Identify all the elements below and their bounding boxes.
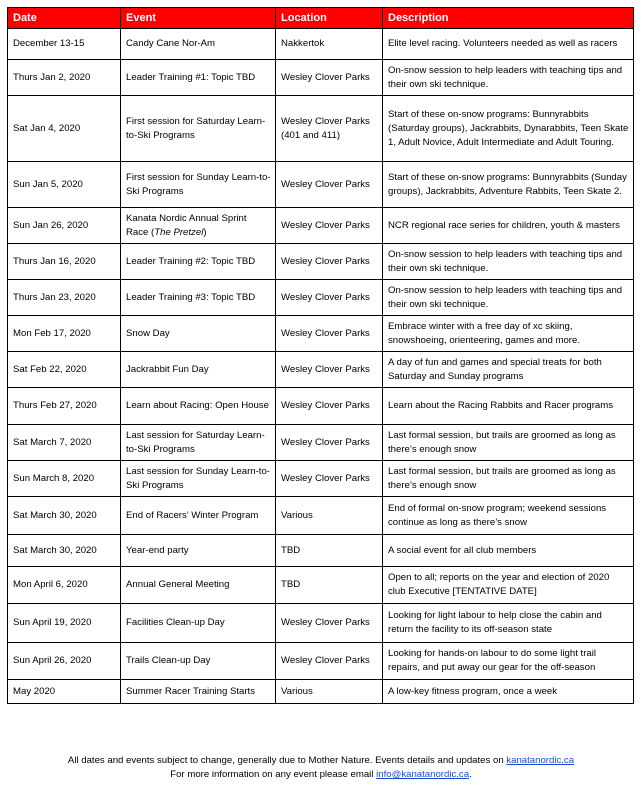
- cell-event-end: ): [203, 226, 207, 238]
- cell-date: Thurs Feb 27, 2020: [8, 388, 121, 425]
- cell-location: Wesley Clover Parks: [276, 604, 383, 643]
- cell-event: Learn about Racing: Open House: [121, 388, 276, 425]
- table-row: [8, 244, 634, 280]
- cell-location: Wesley Clover Parks: [276, 388, 383, 425]
- cell-description: NCR regional race series for children, youth & masters: [383, 208, 634, 244]
- cell-event: Leader Training #2: Topic TBD: [121, 244, 276, 280]
- cell-date: May 2020: [8, 680, 121, 704]
- cell-location: Wesley Clover Parks: [276, 461, 383, 497]
- email-link[interactable]: info@kanatanordic.ca: [376, 769, 470, 780]
- cell-description: A low-key fitness program, once a week: [383, 680, 634, 704]
- cell-date: Sun April 19, 2020: [8, 604, 121, 643]
- cell-description: Looking for hands-on labour to do some light trail repairs, and put away our gear for the off-season: [383, 643, 634, 680]
- cell-description: On-snow session to help leaders with teaching tips and their own ski technique.: [383, 244, 634, 280]
- website-link[interactable]: kanatanordic.ca: [506, 755, 575, 766]
- cell-event: First session for Sunday Learn-to-Ski Programs: [121, 162, 276, 208]
- table-row: [8, 29, 634, 60]
- table-row: [8, 388, 634, 425]
- cell-description: Start of these on-snow programs: Bunnyrabbits (Saturday groups), Jackrabbits, Dynarabbits, Teen Skate 1, Adult Novice, Adult Intermediate and Adult Touring.: [383, 96, 634, 162]
- cell-date: Sat March 30, 2020: [8, 535, 121, 567]
- header-location: Location: [276, 8, 383, 29]
- events-table: [7, 7, 634, 704]
- footer-line-2-end: .: [469, 769, 472, 780]
- cell-date: December 13-15: [8, 29, 121, 60]
- cell-description: Last formal session, but trails are groomed as long as there’s enough snow: [383, 425, 634, 461]
- header-row: [8, 8, 634, 29]
- cell-description: Learn about the Racing Rabbits and Racer programs: [383, 388, 634, 425]
- cell-event: Summer Racer Training Starts: [121, 680, 276, 704]
- cell-description: A social event for all club members: [383, 535, 634, 567]
- footer-line-1: [0, 754, 642, 768]
- cell-date: Mon April 6, 2020: [8, 567, 121, 604]
- cell-date: Sun April 26, 2020: [8, 643, 121, 680]
- cell-event: Facilities Clean-up Day: [121, 604, 276, 643]
- footer-line-2-text: For more information on any event please email: [170, 769, 377, 780]
- events-table-body: [8, 29, 634, 704]
- cell-event: Year-end party: [121, 535, 276, 567]
- table-row: [8, 604, 634, 643]
- cell-description: Looking for light labour to help close the cabin and return the facility to its off-season state: [383, 604, 634, 643]
- cell-event-text: Kanata Nordic Annual Sprint Race (: [126, 212, 247, 238]
- cell-event: End of Racers’ Winter Program: [121, 497, 276, 535]
- footer-note: [0, 754, 642, 782]
- cell-date: Mon Feb 17, 2020: [8, 316, 121, 352]
- table-row: [8, 680, 634, 704]
- header-description: Description: [383, 8, 634, 29]
- cell-description: Embrace winter with a free day of xc skiing, snowshoeing, orienteering, games and more.: [383, 316, 634, 352]
- cell-location: Various: [276, 497, 383, 535]
- header-event: Event: [121, 8, 276, 29]
- cell-date: Sat Feb 22, 2020: [8, 352, 121, 388]
- cell-date: Sat March 30, 2020: [8, 497, 121, 535]
- cell-location: Various: [276, 680, 383, 704]
- cell-event: Last session for Saturday Learn-to-Ski Programs: [121, 425, 276, 461]
- table-row: [8, 208, 634, 244]
- table-row: [8, 162, 634, 208]
- cell-location: Wesley Clover Parks: [276, 316, 383, 352]
- cell-date: Thurs Jan 16, 2020: [8, 244, 121, 280]
- cell-location: Wesley Clover Parks (401 and 411): [276, 96, 383, 162]
- table-row: [8, 643, 634, 680]
- cell-event: Leader Training #1: Topic TBD: [121, 60, 276, 96]
- cell-event: First session for Saturday Learn-to-Ski Programs: [121, 96, 276, 162]
- cell-event: Jackrabbit Fun Day: [121, 352, 276, 388]
- cell-date: Thurs Jan 2, 2020: [8, 60, 121, 96]
- cell-date: Sun Jan 26, 2020: [8, 208, 121, 244]
- cell-location: TBD: [276, 567, 383, 604]
- table-row: [8, 567, 634, 604]
- cell-event: Snow Day: [121, 316, 276, 352]
- cell-location: Wesley Clover Parks: [276, 208, 383, 244]
- table-row: [8, 96, 634, 162]
- cell-location: Nakkertok: [276, 29, 383, 60]
- cell-description: Open to all; reports on the year and election of 2020 club Executive [TENTATIVE DATE]: [383, 567, 634, 604]
- cell-description: Last formal session, but trails are groomed as long as there’s enough snow: [383, 461, 634, 497]
- cell-event-emphasis: The Pretzel: [154, 226, 204, 238]
- table-row: [8, 535, 634, 567]
- table-row: [8, 461, 634, 497]
- cell-location: TBD: [276, 535, 383, 567]
- cell-event: Annual General Meeting: [121, 567, 276, 604]
- cell-description: A day of fun and games and special treats for both Saturday and Sunday programs: [383, 352, 634, 388]
- cell-description: Start of these on-snow programs: Bunnyrabbits (Sunday groups), Jackrabbits, Adventure Rabbits, Teen Skate 2.: [383, 162, 634, 208]
- cell-location: Wesley Clover Parks: [276, 643, 383, 680]
- table-row: [8, 316, 634, 352]
- cell-event: Candy Cane Nor-Am: [121, 29, 276, 60]
- footer-line-1-text: All dates and events subject to change, generally due to Mother Nature. Events details and updates on: [67, 755, 507, 766]
- cell-event: Leader Training #3: Topic TBD: [121, 280, 276, 316]
- cell-date: Sun Jan 5, 2020: [8, 162, 121, 208]
- cell-description: End of formal on-snow program; weekend sessions continue as long as there’s snow: [383, 497, 634, 535]
- cell-location: Wesley Clover Parks: [276, 280, 383, 316]
- cell-event: Last session for Sunday Learn-to-Ski Programs: [121, 461, 276, 497]
- cell-location: Wesley Clover Parks: [276, 244, 383, 280]
- cell-date: Sun March 8, 2020: [8, 461, 121, 497]
- table-row: [8, 352, 634, 388]
- cell-description: Elite level racing. Volunteers needed as well as racers: [383, 29, 634, 60]
- cell-date: Thurs Jan 23, 2020: [8, 280, 121, 316]
- table-row: [8, 425, 634, 461]
- table-row: [8, 60, 634, 96]
- cell-date: Sat Jan 4, 2020: [8, 96, 121, 162]
- footer-line-2: [0, 768, 642, 782]
- cell-event: Trails Clean-up Day: [121, 643, 276, 680]
- cell-location: Wesley Clover Parks: [276, 352, 383, 388]
- header-date: Date: [8, 8, 121, 29]
- cell-date: Sat March 7, 2020: [8, 425, 121, 461]
- cell-description: On-snow session to help leaders with teaching tips and their own ski technique.: [383, 60, 634, 96]
- cell-location: Wesley Clover Parks: [276, 425, 383, 461]
- cell-description: On-snow session to help leaders with teaching tips and their own ski technique.: [383, 280, 634, 316]
- table-row: [8, 497, 634, 535]
- cell-event: [121, 208, 276, 244]
- table-row: [8, 280, 634, 316]
- cell-location: Wesley Clover Parks: [276, 162, 383, 208]
- cell-location: Wesley Clover Parks: [276, 60, 383, 96]
